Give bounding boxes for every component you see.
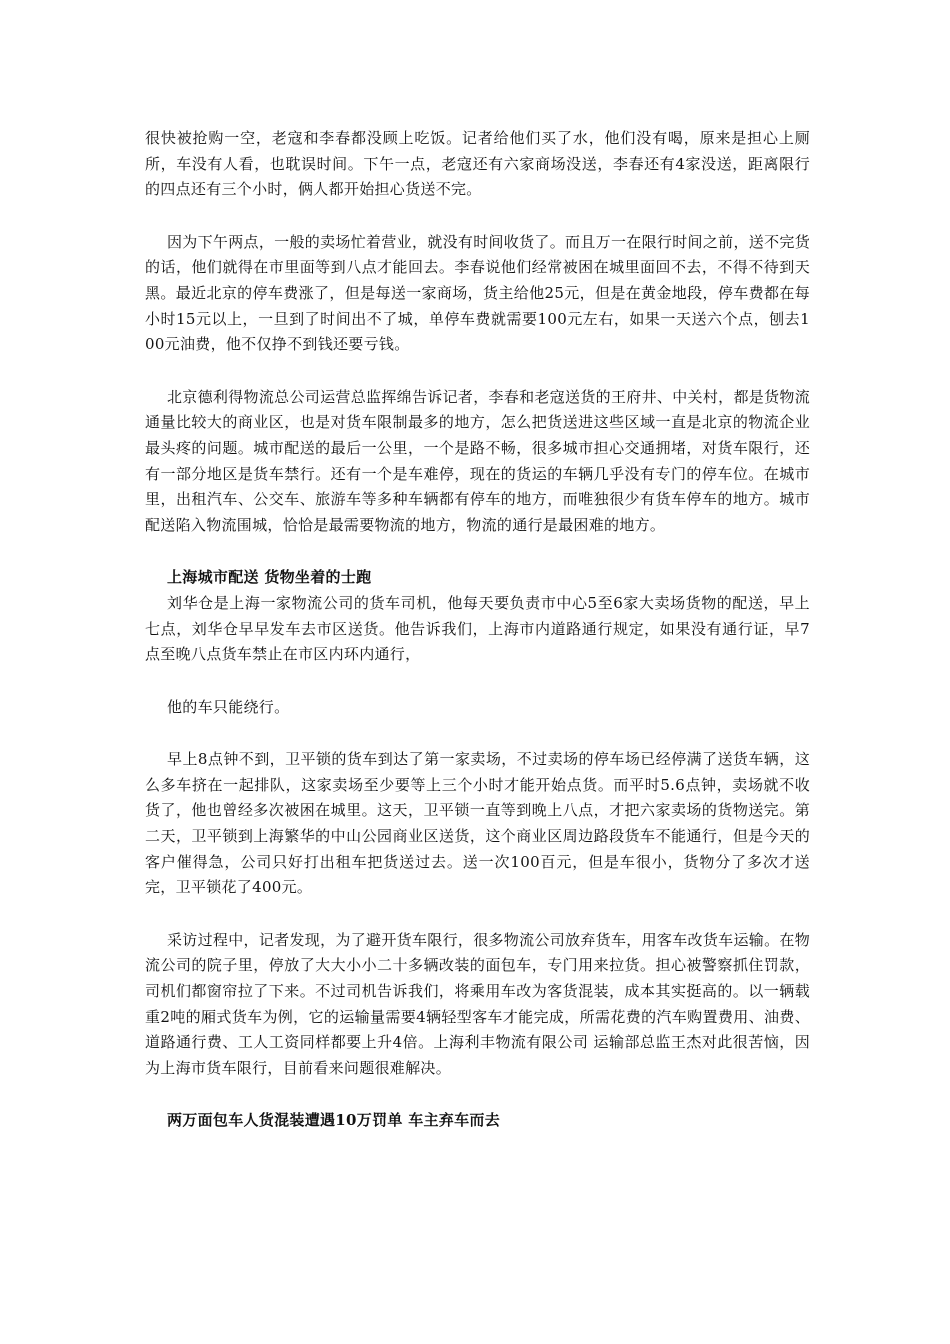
section-heading-shanghai: 上海城市配送 货物坐着的士跑 <box>167 568 372 587</box>
paragraph-2: 因为下午两点，一般的卖场忙着营业，就没有时间收货了。而且万一在限行时间之前，送不完货的话，他们就得在市里面等到八点才能回去。李春说他们经常被困在城里面回不去，不得不待到天黑。最近北京的停车费涨了，但是每送一家商场，货主给他25元，但是在黄金地段，停车费都在每小时15元以上，一旦到了时间出不了城，单停车费就需要100元左右，如果一天送六个点，刨去100元油费，他不仅挣不到钱还要亏钱。 <box>145 232 810 354</box>
paragraph-4: 刘华仓是上海一家物流公司的货车司机，他每天要负责市中心5至6家大卖场货物的配送，早上七点，刘华仓早早发车去市区送货。他告诉我们，上海市内道路通行规定，如果没有通行证，早7点至晚八点货车禁止在市区内环内通行， <box>145 593 810 664</box>
paragraph-3: 北京德利得物流总公司运营总监挥绵告诉记者，李春和老寇送货的王府井、中关村，都是货物流通量比较大的商业区，也是对货车限制最多的地方，怎么把货送进这些区域一直是北京的物流企业最头疼的问题。城市配送的最后一公里，一个是路不畅，很多城市担心交通拥堵，对货车限行，还有一部分地区是货车禁行。还有一个是车难停，现在的货运的车辆几乎没有专门的停车位。在城市里，出租汽车、公交车、旅游车等多种车辆都有停车的地方，而唯独很少有货车停车的地方。城市配送陷入物流围城，恰恰是最需要物流的地方，物流的通行是最困难的地方。 <box>145 387 810 534</box>
paragraph-5: 他的车只能绕行。 <box>167 697 290 716</box>
section-heading-minivan: 两万面包车人货混装遭遇10万罚单 车主弃车而去 <box>167 1111 500 1130</box>
document-body <box>145 126 810 1134</box>
paragraph-7: 采访过程中，记者发现，为了避开货车限行，很多物流公司放弃货车，用客车改货车运输。在物流公司的院子里，停放了大大小小二十多辆改装的面包车，专门用来拉货。担心被警察抓住罚款，司机们都窗帘拉了下来。不过司机告诉我们，将乘用车改为客货混装，成本其实挺高的。以一辆载重2吨的厢式货车为例，它的运输量需要4辆轻型客车才能完成，所需花费的汽车购置费用、油费、道路通行费、工人工资同样都要上升4倍。上海利丰物流有限公司 运输部总监王杰对此很苦恼，因为上海市货车限行，目前看来问题很难解决。 <box>145 930 810 1077</box>
paragraph-1: 很快被抢购一空，老寇和李春都没顾上吃饭。记者给他们买了水，他们没有喝，原来是担心上厕所，车没有人看，也耽误时间。下午一点，老寇还有六家商场没送，李春还有4家没送，距离限行的四点还有三个小时，俩人都开始担心货送不完。 <box>145 129 810 199</box>
paragraph-6: 早上8点钟不到，卫平锁的货车到达了第一家卖场，不过卖场的停车场已经停满了送货车辆，这么多车挤在一起排队，这家卖场至少要等上三个小时才能开始点货。而平时5.6点钟，卖场就不收货了，他也曾经多次被困在城里。这天，卫平锁一直等到晚上八点，才把六家卖场的货物送完。第二天，卫平锁到上海繁华的中山公园商业区送货，这个商业区周边路段货车不能通行，但是今天的客户催得急，公司只好打出租车把货送过去。送一次100百元，但是车很小，货物分了多次才送完，卫平锁花了400元。 <box>145 750 810 897</box>
